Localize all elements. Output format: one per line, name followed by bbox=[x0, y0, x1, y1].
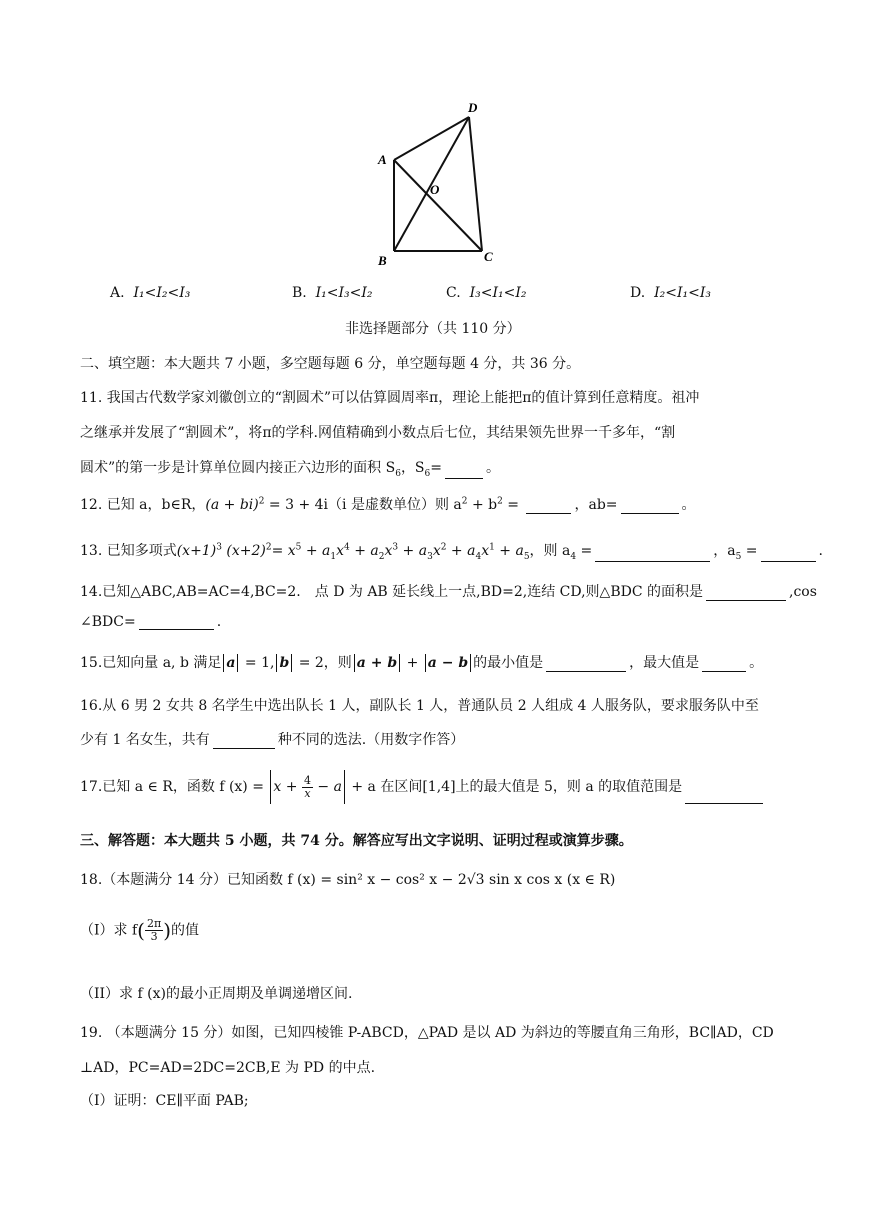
q15: 15.已知向量 a, b 满足 a = 1, b = 2，则 a + b + a − b 的最小值是 ，最大值是 。 bbox=[80, 655, 764, 671]
q11-line2: 之继承并发展了“割圆术”，将π的学科.网值精确到小数点后七位，其结果领先世界一千多年，“割 bbox=[80, 425, 676, 441]
q14-line1: 14.已知△ABC,AB=AC=4,BC=2. 点 D 为 AB 延长线上一点,BD=2,连结 CD,则△BDC 的面积是 ,cos bbox=[80, 584, 817, 600]
section-solve-heading: 三、解答题：本大题共 5 小题，共 74 分。解答应写出文字说明、证明过程或演算步骤。 bbox=[80, 833, 633, 849]
q16-line1: 16.从 6 男 2 女共 8 名学生中选出队长 1 人，副队长 1 人，普通队员 2 人组成 4 人服务队，要求服务队中至 bbox=[80, 698, 759, 714]
q14-line2: ∠BDC= . bbox=[80, 614, 222, 630]
q14-blank-1[interactable] bbox=[706, 586, 786, 601]
q19-line3: （I）证明：CE∥平面 PAB; bbox=[80, 1093, 249, 1109]
section-nonchoice-heading: 非选择题部分（共 110 分） bbox=[345, 321, 521, 337]
q16-line2: 少有 1 名女生，共有 种不同的选法.（用数字作答） bbox=[80, 732, 465, 748]
label-b: B bbox=[378, 253, 387, 268]
option-c-expr: I₃<I₁<I₂ bbox=[469, 285, 527, 301]
q13: 13. 已知多项式$(x+1)^3$ $(x+2)^2= x^5 + a_1x^4 + a_2x^3 + a_3x^2 + a_4x^1 + a_5$，则 $a_4$ = ，$a_5$ = . bbox=[80, 542, 823, 562]
q19-line2: ⊥AD，PC=AD=2DC=2CB,E 为 PD 的中点. bbox=[80, 1060, 376, 1076]
q19-line1: 19. （本题满分 15 分）如图，已知四棱锥 P-ABCD，△PAD 是以 AD 为斜边的等腰直角三角形，BC∥AD，CD bbox=[80, 1025, 774, 1041]
option-a-expr: I₁<I₂<I₃ bbox=[133, 285, 191, 301]
option-a: A. I₁<I₂<I₃ bbox=[110, 285, 191, 301]
edge-cd bbox=[469, 117, 482, 251]
q12-blank-2[interactable] bbox=[621, 499, 679, 514]
option-d: D. I₂<I₁<I₃ bbox=[630, 285, 711, 301]
q12: 12. 已知 a，b∈R，(a + bi)$^2$ = 3 + 4i（i 是虚数单位）则 $a^2 + b^2$ = ，ab= 。 bbox=[80, 496, 696, 513]
q17: 17.已知 a ∈ R，函数 f (x) = x + $\frac{4}{x}$ − a + a 在区间[1,4]上的最大值是 5，则 a 的取值范围是 bbox=[80, 770, 766, 804]
q14-blank-2[interactable] bbox=[139, 615, 214, 630]
label-o: O bbox=[430, 182, 440, 197]
section-fill-heading: 二、填空题：本大题共 7 小题，多空题每题 6 分，单空题每题 4 分，共 36 分。 bbox=[80, 356, 581, 372]
q18-part1: （I）求 f( $\frac{2\pi}{3}$ )的值 bbox=[80, 917, 200, 943]
q13-blank-1[interactable] bbox=[595, 547, 710, 562]
option-d-expr: I₂<I₁<I₃ bbox=[654, 285, 711, 301]
q11-answer-blank[interactable] bbox=[445, 464, 483, 479]
quadrilateral-figure bbox=[370, 95, 500, 270]
option-c: C. I₃<I₁<I₂ bbox=[446, 285, 527, 301]
q11-line1: 11. 我国古代数学家刘徽创立的“割圆术”可以估算圆周率π，理论上能把π的值计算到任意精度。祖冲 bbox=[80, 390, 700, 406]
q11-line3: 圆术”的第一步是计算单位圆内接正六边形的面积 $S_6$，$S_6=$ 。 bbox=[80, 460, 500, 479]
q18-part2: （II）求 f (x)的最小正周期及单调递增区间. bbox=[80, 986, 353, 1002]
q12-blank-1[interactable] bbox=[526, 499, 571, 514]
label-a: A bbox=[378, 152, 387, 167]
option-b-expr: I₁<I₃<I₂ bbox=[315, 285, 373, 301]
q15-blank-min[interactable] bbox=[546, 657, 626, 672]
q15-blank-max[interactable] bbox=[702, 657, 746, 672]
q16-blank[interactable] bbox=[213, 734, 275, 749]
q17-blank[interactable] bbox=[685, 789, 763, 804]
q18-fraction: $\frac{2\pi}{3}$ bbox=[146, 917, 162, 943]
q13-blank-2[interactable] bbox=[761, 547, 816, 562]
label-d: D bbox=[468, 100, 478, 115]
q17-fraction: $\frac{4}{x}$ bbox=[303, 773, 311, 800]
q18-line1: 18.（本题满分 14 分）已知函数 f (x) = sin² x − cos² x − 2√3 sin x cos x (x ∈ R) bbox=[80, 872, 616, 888]
option-b: B. I₁<I₃<I₂ bbox=[292, 285, 373, 301]
label-c: C bbox=[484, 249, 493, 264]
